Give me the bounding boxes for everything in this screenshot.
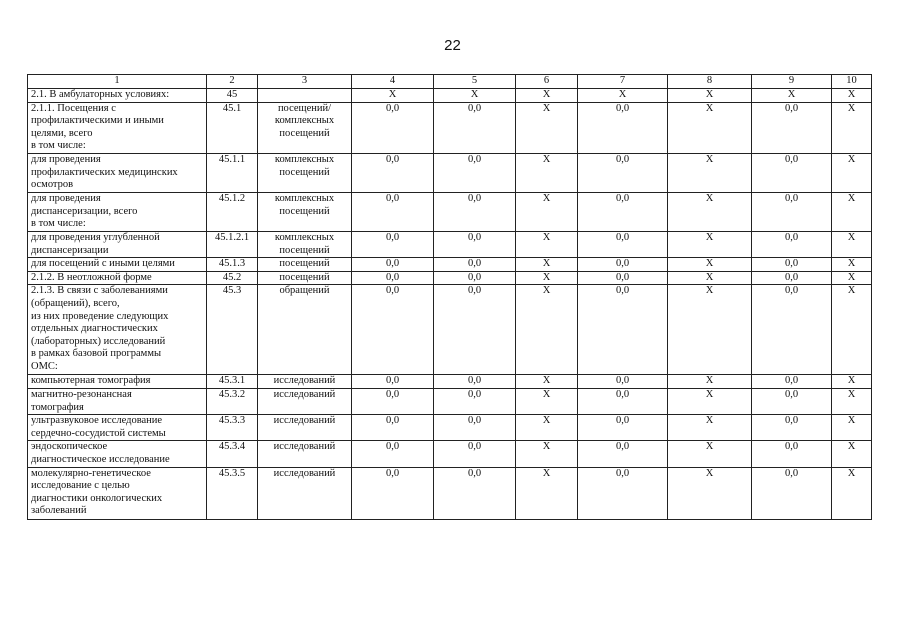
col10-cell: Х (832, 89, 872, 103)
col6-cell: Х (516, 153, 578, 192)
table-row (28, 441, 872, 467)
col4-cell: 0,0 (352, 153, 434, 192)
row-name-cell: компьютерная томография (28, 375, 207, 389)
col6-cell: Х (516, 102, 578, 153)
col9-cell: Х (752, 89, 832, 103)
row-code-cell: 45.3 (207, 285, 258, 375)
col4-cell: 0,0 (352, 375, 434, 389)
row-code-cell: 45.2 (207, 271, 258, 285)
col9-cell: 0,0 (752, 153, 832, 192)
header-cell: 9 (752, 75, 832, 89)
row-code-cell: 45.1 (207, 102, 258, 153)
col5-cell: 0,0 (434, 415, 516, 441)
col7-cell: 0,0 (578, 441, 668, 467)
row-name-cell: ультразвуковое исследование сердечно-сосудистой системы (28, 415, 207, 441)
col9-cell: 0,0 (752, 271, 832, 285)
col9-cell: 0,0 (752, 285, 832, 375)
col6-cell: Х (516, 375, 578, 389)
col5-cell: 0,0 (434, 192, 516, 231)
table-body (28, 75, 872, 520)
row-unit-cell: комплексных посещений (258, 231, 352, 257)
row-unit-cell: обращений (258, 285, 352, 375)
table-row (28, 285, 872, 375)
col9-cell: 0,0 (752, 375, 832, 389)
col10-cell: Х (832, 271, 872, 285)
col4-cell: 0,0 (352, 258, 434, 272)
col7-cell: 0,0 (578, 467, 668, 519)
col6-cell: Х (516, 467, 578, 519)
col5-cell: 0,0 (434, 102, 516, 153)
col5-cell: 0,0 (434, 441, 516, 467)
col8-cell: Х (668, 285, 752, 375)
row-code-cell: 45.3.5 (207, 467, 258, 519)
col5-cell: 0,0 (434, 271, 516, 285)
col4-cell: 0,0 (352, 388, 434, 414)
row-name-cell: 2.1.3. В связи с заболеваниями (обращений), всего, из них проведение следующих отдельных диагностических (лабораторных) исследований в рамках базовой программы ОМС: (28, 285, 207, 375)
col8-cell: Х (668, 192, 752, 231)
col5-cell: 0,0 (434, 258, 516, 272)
col8-cell: Х (668, 102, 752, 153)
col8-cell: Х (668, 89, 752, 103)
col4-cell: 0,0 (352, 415, 434, 441)
col9-cell: 0,0 (752, 441, 832, 467)
col8-cell: Х (668, 388, 752, 414)
row-name-cell: эндоскопическое диагностическое исследование (28, 441, 207, 467)
table-row (28, 231, 872, 257)
col8-cell: Х (668, 153, 752, 192)
row-unit-cell: посещений/ комплексных посещений (258, 102, 352, 153)
row-unit-cell: комплексных посещений (258, 153, 352, 192)
row-code-cell: 45.1.1 (207, 153, 258, 192)
row-unit-cell: исследований (258, 415, 352, 441)
header-cell: 7 (578, 75, 668, 89)
col6-cell: Х (516, 192, 578, 231)
col4-cell: 0,0 (352, 285, 434, 375)
col8-cell: Х (668, 441, 752, 467)
row-name-cell: магнитно-резонансная томография (28, 388, 207, 414)
col6-cell: Х (516, 441, 578, 467)
col7-cell: 0,0 (578, 231, 668, 257)
col5-cell: 0,0 (434, 375, 516, 389)
col9-cell: 0,0 (752, 192, 832, 231)
col8-cell: Х (668, 467, 752, 519)
row-unit-cell: комплексных посещений (258, 192, 352, 231)
col9-cell: 0,0 (752, 102, 832, 153)
table-row (28, 192, 872, 231)
col9-cell: 0,0 (752, 415, 832, 441)
row-name-cell: для посещений с иными целями (28, 258, 207, 272)
col4-cell: Х (352, 89, 434, 103)
col10-cell: Х (832, 192, 872, 231)
row-unit-cell (258, 89, 352, 103)
col7-cell: 0,0 (578, 258, 668, 272)
col4-cell: 0,0 (352, 271, 434, 285)
col7-cell: 0,0 (578, 102, 668, 153)
col7-cell: Х (578, 89, 668, 103)
col10-cell: Х (832, 153, 872, 192)
col9-cell: 0,0 (752, 467, 832, 519)
col8-cell: Х (668, 258, 752, 272)
row-unit-cell: исследований (258, 441, 352, 467)
row-code-cell: 45.3.4 (207, 441, 258, 467)
col7-cell: 0,0 (578, 375, 668, 389)
col6-cell: Х (516, 258, 578, 272)
header-cell: 5 (434, 75, 516, 89)
col9-cell: 0,0 (752, 258, 832, 272)
col7-cell: 0,0 (578, 192, 668, 231)
col4-cell: 0,0 (352, 441, 434, 467)
row-name-cell: для проведения диспансеризации, всего в том числе: (28, 192, 207, 231)
table-row (28, 375, 872, 389)
col6-cell: Х (516, 285, 578, 375)
col10-cell: Х (832, 388, 872, 414)
col6-cell: Х (516, 231, 578, 257)
col10-cell: Х (832, 415, 872, 441)
col10-cell: Х (832, 285, 872, 375)
table-header-row (28, 75, 872, 89)
col5-cell: 0,0 (434, 285, 516, 375)
page-number: 22 (444, 37, 461, 54)
col10-cell: Х (832, 467, 872, 519)
col7-cell: 0,0 (578, 153, 668, 192)
col7-cell: 0,0 (578, 271, 668, 285)
col4-cell: 0,0 (352, 192, 434, 231)
table-row (28, 388, 872, 414)
header-cell: 1 (28, 75, 207, 89)
col7-cell: 0,0 (578, 285, 668, 375)
data-table (27, 74, 872, 520)
row-unit-cell: исследований (258, 375, 352, 389)
row-unit-cell: посещений (258, 258, 352, 272)
col6-cell: Х (516, 415, 578, 441)
col8-cell: Х (668, 271, 752, 285)
row-code-cell: 45.3.3 (207, 415, 258, 441)
row-name-cell: 2.1.2. В неотложной форме (28, 271, 207, 285)
col4-cell: 0,0 (352, 231, 434, 257)
header-cell: 3 (258, 75, 352, 89)
table-row (28, 467, 872, 519)
col5-cell: 0,0 (434, 388, 516, 414)
row-code-cell: 45.1.2.1 (207, 231, 258, 257)
table-row (28, 153, 872, 192)
row-code-cell: 45 (207, 89, 258, 103)
table-row (28, 102, 872, 153)
col10-cell: Х (832, 375, 872, 389)
col7-cell: 0,0 (578, 388, 668, 414)
col6-cell: Х (516, 89, 578, 103)
header-cell: 2 (207, 75, 258, 89)
row-code-cell: 45.3.1 (207, 375, 258, 389)
row-name-cell: для проведения профилактических медицинских осмотров (28, 153, 207, 192)
col4-cell: 0,0 (352, 467, 434, 519)
table-row (28, 258, 872, 272)
col7-cell: 0,0 (578, 415, 668, 441)
col5-cell: 0,0 (434, 231, 516, 257)
row-code-cell: 45.1.2 (207, 192, 258, 231)
col5-cell: 0,0 (434, 467, 516, 519)
row-code-cell: 45.3.2 (207, 388, 258, 414)
col10-cell: Х (832, 258, 872, 272)
row-name-cell: молекулярно-генетическое исследование с целью диагностики онкологических заболеваний (28, 467, 207, 519)
col8-cell: Х (668, 415, 752, 441)
row-code-cell: 45.1.3 (207, 258, 258, 272)
table-row (28, 415, 872, 441)
header-cell: 6 (516, 75, 578, 89)
col6-cell: Х (516, 388, 578, 414)
col4-cell: 0,0 (352, 102, 434, 153)
col8-cell: Х (668, 231, 752, 257)
header-cell: 4 (352, 75, 434, 89)
table-row (28, 89, 872, 103)
col8-cell: Х (668, 375, 752, 389)
col10-cell: Х (832, 231, 872, 257)
col10-cell: Х (832, 102, 872, 153)
col9-cell: 0,0 (752, 388, 832, 414)
row-unit-cell: исследований (258, 467, 352, 519)
row-unit-cell: исследований (258, 388, 352, 414)
col9-cell: 0,0 (752, 231, 832, 257)
header-cell: 10 (832, 75, 872, 89)
row-name-cell: 2.1.1. Посещения с профилактическими и иными целями, всего в том числе: (28, 102, 207, 153)
table-row (28, 271, 872, 285)
row-name-cell: для проведения углубленной диспансеризации (28, 231, 207, 257)
col5-cell: 0,0 (434, 153, 516, 192)
col5-cell: Х (434, 89, 516, 103)
header-cell: 8 (668, 75, 752, 89)
col6-cell: Х (516, 271, 578, 285)
row-unit-cell: посещений (258, 271, 352, 285)
row-name-cell: 2.1. В амбулаторных условиях: (28, 89, 207, 103)
col10-cell: Х (832, 441, 872, 467)
